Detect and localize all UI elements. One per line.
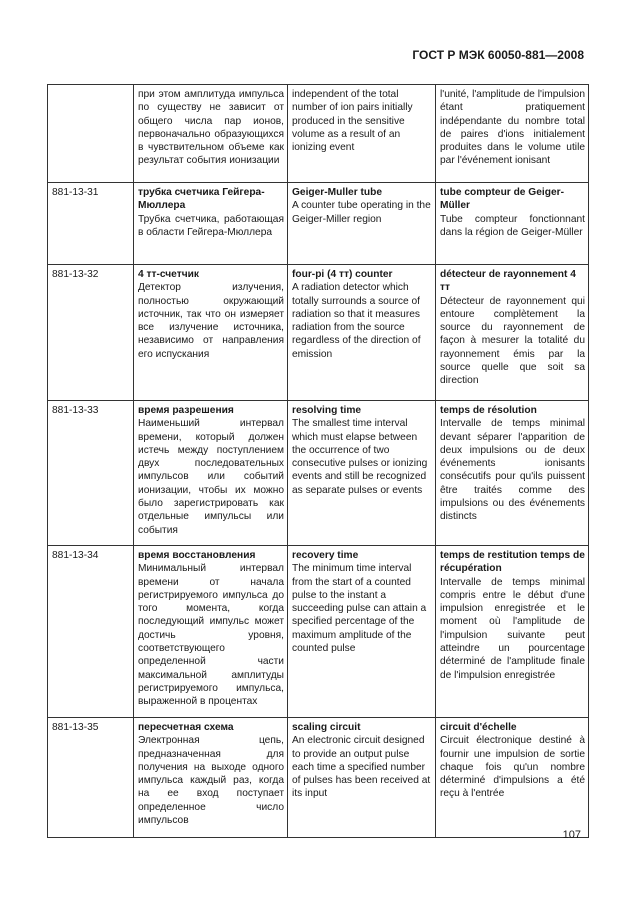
fr-definition: l'unité, l'amplitude de l'impulsion étant pratiquement indépendante du nombre total de paires d'ions initialement produites dans le volume utile par l'événement ionisant [440,89,585,167]
term-code: 881-13-33 [52,405,99,416]
en-definition: A counter tube operating in the Geiger-Miller region [292,200,431,225]
ru-cell [134,183,288,265]
ru-definition: Электронная цепь, предназначенная для получения на выходе одного импульса каждый раз, когда на ее вход поступает определенное число импульсов [138,735,284,827]
code-cell [48,545,134,717]
ru-cell [134,545,288,717]
ru-cell [134,401,288,546]
term-code: 881-13-31 [52,187,99,198]
ru-definition: Наименьший интервал времени, который должен истечь между поступлением двух последовательных импульсов или событий ионизации, чтобы их можно было зарегистрировать как отдельные импульсы или события [138,418,284,536]
ru-term: время разрешения [138,405,234,416]
table-row [48,265,589,401]
fr-cell [436,717,589,837]
fr-definition: Circuit électronique destiné à fournir une impulsion de sortie chaque fois qu'un nombre déterminé d'impulsions a été reçu à l'entrée [440,735,585,800]
page-number: 107 [562,829,581,841]
en-cell [288,717,436,837]
table-row [48,717,589,837]
fr-cell [436,545,589,717]
en-definition: An electronic circuit designed to provide an output pulse each time a specified number of pulses has been received at its input [292,735,431,800]
term-code: 881-13-34 [52,549,99,561]
ru-definition: Минимальный интервал времени от начала регистрируемого импульса до того момента, когда последующий импульс может достичь уровня, соответствующего определенной части максимальной амплитуды регистрируемого импульса, выраженной в процентах [138,563,284,708]
fr-term: temps de résolution [440,405,537,416]
en-term: resolving time [292,405,362,416]
en-definition: independent of the total number of ion pairs initially produced in the sensitive volume as a result of an ionizing event [292,89,413,154]
standard-header: ГОСТ Р МЭК 60050-881—2008 [412,48,584,62]
en-definition: A radiation detector which totally surrounds a source of radiation so that it measures radiation from the source regardless of the direction of emission [292,282,421,360]
table-row [48,183,589,265]
fr-definition: Intervalle de temps minimal devant séparer l'apparition de deux impulsions ou de deux événements ionisants consécutifs pour qu'ils puissent être traités comme des impulsions ou des événements distincts [440,418,585,523]
en-cell [288,183,436,265]
table-row [48,401,589,546]
fr-term: tube compteur de Geiger-Müller [440,187,564,212]
code-cell [48,265,134,401]
ru-cell [134,717,288,837]
en-cell [288,265,436,401]
ru-definition: Детектор излучения, полностью окружающий источник, так что он измеряет все излучение источника, независимо от направления его испускания [138,282,284,360]
terminology-table [47,84,589,838]
en-term: scaling circuit [292,721,361,733]
code-cell [48,401,134,546]
ru-term: пересчетная схема [138,721,234,733]
code-cell [48,183,134,265]
ru-definition: Трубка счетчика, работающая в области Гейгера-Мюллера [138,213,284,238]
en-term: Geiger-Muller tube [292,187,383,198]
fr-cell [436,401,589,546]
code-cell [48,85,134,183]
ru-term: трубка счетчика Гейгера-Мюллера [138,187,265,212]
en-cell [288,401,436,546]
fr-definition: Intervalle de temps minimal compris entre le début d'une impulsion enregistrée et le moment où l'amplitude de l'impulsion suivante peut atteindre un pourcentage déterminé de l'amplitude finale de l'impulsion enregistrée [440,576,585,681]
en-cell [288,545,436,717]
ru-cell [134,265,288,401]
en-definition: The minimum time interval from the start of a counted pulse to the instant a succeeding pulse can attain a specified percentage of the maximum amplitude of the counted pulse [292,563,427,655]
fr-term: circuit d'échelle [440,721,517,733]
fr-cell [436,85,589,183]
en-cell [288,85,436,183]
fr-definition: Détecteur de rayonnement qui entoure complètement la source du rayonnement de façon à mesurer la totalité du rayonnement émis par la source quelle que soit sa direction [440,295,585,387]
en-term: recovery time [292,549,359,561]
fr-term: détecteur de rayonnement 4 тт [440,269,576,294]
fr-cell [436,183,589,265]
fr-term: temps de restitution temps de récupération [440,549,585,575]
ru-term: 4 тт-счетчик [138,269,199,280]
ru-term: время восстановления [138,549,256,561]
table-row [48,545,589,717]
term-code: 881-13-32 [52,269,99,280]
ru-cell [134,85,288,183]
en-term: four-pi (4 тт) counter [292,269,393,280]
code-cell [48,717,134,837]
ru-definition: при этом амплитуда импульса по существу не зависит от общего числа пар ионов, первоначально образующихся в чувствительном объеме как результат события ионизации [138,89,284,167]
fr-definition: Tube compteur fonctionnant dans la région de Geiger-Müller [440,213,585,238]
term-code: 881-13-35 [52,721,99,733]
en-definition: The smallest time interval which must elapse between the occurrence of two consecutive pulses or ionizing events and still be recognized as separate pulses or events [292,418,428,496]
continuation-row [48,85,589,183]
fr-cell [436,265,589,401]
